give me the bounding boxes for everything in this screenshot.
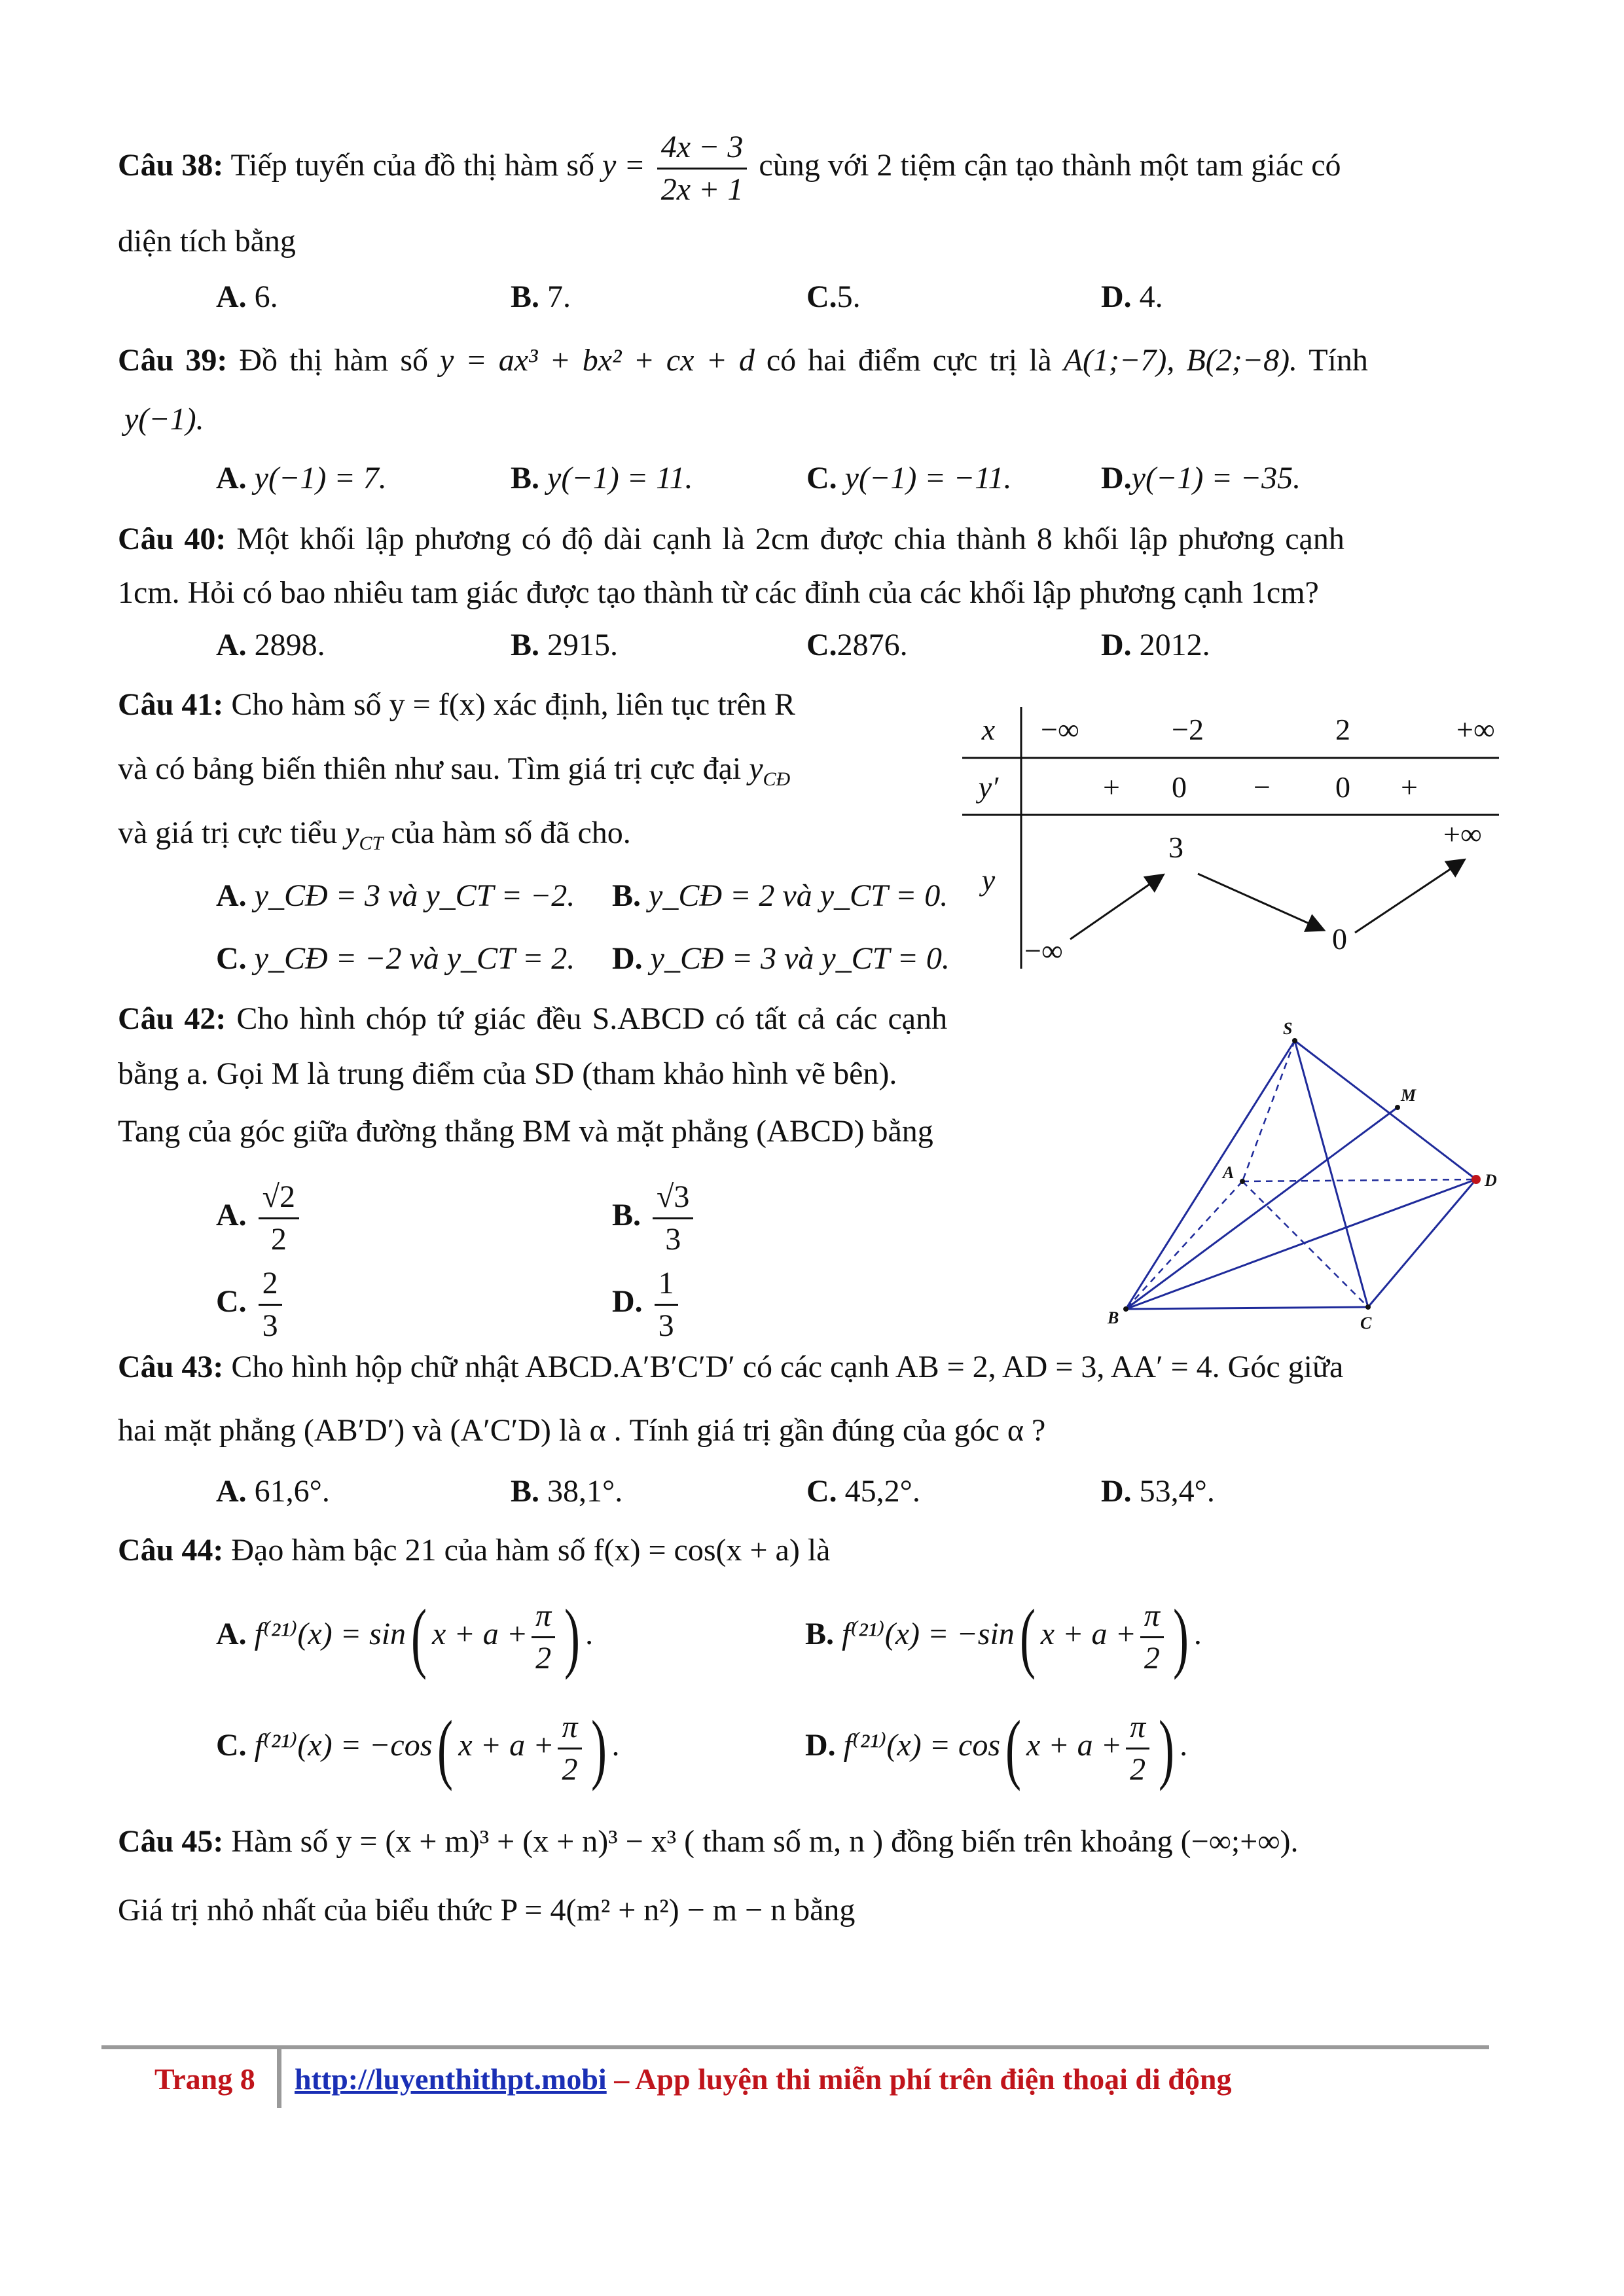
q41-line3: và giá trị cực tiểu $y_{CT}$ của hàm số đã cho. <box>118 816 631 854</box>
q44-line1 <box>118 1532 830 1570</box>
q39-line1 <box>118 342 1368 380</box>
q38-func-num: 4x − 3 <box>657 128 748 170</box>
q40-option-d: D. 2012. <box>1101 628 1210 662</box>
q41-variation-table <box>956 700 1506 975</box>
q42-line1 <box>118 1000 947 1038</box>
footer-rule <box>101 2045 1489 2049</box>
label-M: M <box>1401 1086 1416 1105</box>
point-S <box>1292 1038 1297 1043</box>
q40-line1 <box>118 520 1344 558</box>
q39-text3: Tính <box>1308 343 1368 378</box>
vt-x-3: +∞ <box>1456 713 1495 746</box>
label-C: C <box>1360 1314 1372 1333</box>
vt-yp-1: 0 <box>1172 770 1187 804</box>
q44-text1: Đạo hàm bậc 21 của hàm số f(x) = cos(x + a) là <box>231 1533 831 1568</box>
point-C <box>1365 1304 1371 1310</box>
diagonal-AC <box>1242 1181 1368 1307</box>
vt-yp-3: 0 <box>1335 770 1350 804</box>
footer-link[interactable]: http://luyenthithpt.mobi <box>295 2062 607 2096</box>
q39-text1: Đồ thị hàm số <box>239 343 428 378</box>
label-S: S <box>1283 1021 1293 1038</box>
footer-text: – App luyện thi miễn phí trên điện thoại di động <box>614 2062 1232 2096</box>
q44-option-c: C. f⁽²¹⁾(x) = −cos( x + a + $\frac{\pi}{2}$ ) . <box>216 1704 620 1792</box>
point-B <box>1123 1306 1128 1312</box>
q42-pyramid-figure <box>1100 1021 1519 1342</box>
q39-text4: y(−1). <box>124 402 204 437</box>
q41-text1: Cho hàm số y = f(x) xác định, liên tục trên R <box>231 687 795 722</box>
q39-option-d: D.y(−1) = −35. <box>1101 461 1301 495</box>
q38-text2: cùng với 2 tiệm cận tạo thành một tam giác có <box>759 148 1341 183</box>
q38-func-lhs: y = <box>602 148 645 183</box>
q43-label: Câu 43: <box>118 1350 224 1384</box>
q41-text4: của hàm số đã cho. <box>391 816 631 850</box>
vt-arrow-up-2 <box>1355 861 1463 933</box>
q41-option-d: D. y_CĐ = 3 và y_CT = 0. <box>612 941 950 976</box>
q39-func: y = ax³ + bx² + cx + d <box>440 343 755 378</box>
q45-label: Câu 45: <box>118 1824 224 1859</box>
point-A <box>1240 1179 1245 1184</box>
vt-yp-0: + <box>1103 770 1120 804</box>
q41-label: Câu 41: <box>118 687 224 722</box>
q39-option-b: B. y(−1) = 11. <box>511 461 693 495</box>
q44-label: Câu 44: <box>118 1533 224 1568</box>
vt-arrow-down <box>1198 874 1322 929</box>
q44-option-a: A. f⁽²¹⁾(x) = sin( x + a + $\frac{\pi}{2}$ ) . <box>216 1593 594 1681</box>
vt-y-0: −∞ <box>1024 934 1063 967</box>
q39-text2: có hai điểm cực trị là <box>766 343 1052 378</box>
q40-option-a: A. 2898. <box>216 628 325 662</box>
footer-divider <box>277 2049 281 2108</box>
label-B: B <box>1108 1308 1119 1327</box>
q42-text2: bằng a. Gọi M là trung điểm của SD (tham khảo hình vẽ bên). <box>118 1056 897 1091</box>
edge-SB <box>1126 1041 1295 1309</box>
footer-line <box>295 2062 1231 2096</box>
q41-option-c: C. y_CĐ = −2 và y_CT = 2. <box>216 941 575 976</box>
q38-option-c: C.5. <box>806 279 861 314</box>
q41-line2: và có bảng biến thiên như sau. Tìm giá trị cực đại $y_{CĐ}$ <box>118 751 791 790</box>
q38-label: Câu 38: <box>118 148 224 183</box>
q45-text2: Giá trị nhỏ nhất của biểu thức P = 4(m² + n²) − m − n bằng <box>118 1893 856 1928</box>
vt-y-label: y <box>981 863 996 897</box>
segment-BM <box>1126 1107 1398 1309</box>
q41-option-a: A. y_CĐ = 3 và y_CT = −2. <box>216 878 575 913</box>
vt-x-1: −2 <box>1172 713 1204 746</box>
vt-yp-2: − <box>1254 770 1271 804</box>
point-D <box>1471 1175 1481 1184</box>
edge-AB <box>1126 1181 1242 1309</box>
q42-label: Câu 42: <box>118 1001 226 1036</box>
vt-x-0: −∞ <box>1041 713 1079 746</box>
q42-option-b: B. $\frac{√3}{3}$ <box>612 1178 697 1258</box>
q44-option-b: B. f⁽²¹⁾(x) = −sin( x + a + $\frac{\pi}{2}$ ) . <box>805 1593 1202 1681</box>
q41-option-b: B. y_CĐ = 2 và y_CT = 0. <box>612 878 948 913</box>
vt-x-label: x <box>981 713 996 746</box>
vt-arrow-up-1 <box>1070 876 1162 939</box>
label-A: A <box>1223 1163 1235 1182</box>
q41-text3: và giá trị cực tiểu <box>118 816 338 850</box>
q38-option-d: D. 4. <box>1101 279 1163 314</box>
q38-line1 <box>118 128 1341 208</box>
q38-text3: diện tích bằng <box>118 224 296 259</box>
q39-label: Câu 39: <box>118 343 228 378</box>
q41-yct-sub: CT <box>359 833 384 854</box>
q40-text2: 1cm. Hỏi có bao nhiêu tam giác được tạo thành từ các đỉnh của các khối lập phương cạnh 1cm? <box>118 575 1319 610</box>
q38-text1: Tiếp tuyến của đồ thị hàm số <box>230 148 594 183</box>
q41-line1 <box>118 686 795 724</box>
q43-option-d: D. 53,4°. <box>1101 1474 1215 1509</box>
q38-option-b: B. 7. <box>511 279 571 314</box>
q43-option-a: A. 61,6°. <box>216 1474 330 1509</box>
q45-line1 <box>118 1823 1299 1861</box>
q43-text1: Cho hình hộp chữ nhật ABCD.A′B′C′D′ có các cạnh AB = 2, AD = 3, AA′ = 4. Góc giữa <box>231 1350 1344 1384</box>
q40-option-c: C.2876. <box>806 628 908 662</box>
edge-AD <box>1242 1179 1476 1181</box>
q40-label: Câu 40: <box>118 522 226 556</box>
q43-option-c: C. 45,2°. <box>806 1474 920 1509</box>
vt-yp-label: y′ <box>978 770 999 804</box>
q41-ycd-sub: CĐ <box>763 768 791 790</box>
q41-text2: và có bảng biến thiên như sau. Tìm giá trị cực đại <box>118 751 742 786</box>
q42-option-a: A. $\frac{√2}{2}$ <box>216 1178 303 1258</box>
footer-page: Trang 8 <box>154 2062 255 2096</box>
vt-y-1: 3 <box>1168 831 1183 864</box>
q43-line1 <box>118 1348 1343 1386</box>
q45-text1: Hàm số y = (x + m)³ + (x + n)³ − x³ ( tham số m, n ) đồng biến trên khoảng (−∞;+∞). <box>231 1824 1299 1859</box>
vt-x-2: 2 <box>1335 713 1350 746</box>
q42-text1: Cho hình chóp tứ giác đều S.ABCD có tất cả các cạnh <box>236 1001 948 1036</box>
vt-y-2: 0 <box>1332 922 1347 956</box>
q39-point-b: B(2;−8). <box>1186 343 1298 378</box>
q42-text3: Tang của góc giữa đường thẳng BM và mặt phẳng (ABCD) bằng <box>118 1114 933 1149</box>
q39-point-a: A(1;−7), <box>1063 343 1175 378</box>
edge-SC <box>1295 1041 1368 1307</box>
q39-option-c: C. y(−1) = −11. <box>806 461 1012 495</box>
q38-func-den: 2x + 1 <box>660 171 744 207</box>
q40-text1: Một khối lập phương có độ dài cạnh là 2cm được chia thành 8 khối lập phương cạnh <box>236 522 1344 556</box>
q43-option-b: B. 38,1°. <box>511 1474 623 1509</box>
edge-SD <box>1295 1041 1476 1179</box>
q42-option-d: D. $\frac{1}{3}$ <box>612 1265 682 1344</box>
edge-BC <box>1126 1307 1368 1309</box>
q40-option-b: B. 2915. <box>511 628 619 662</box>
q42-option-c: C. $\frac{2}{3}$ <box>216 1265 286 1344</box>
vt-y-3: +∞ <box>1443 817 1482 851</box>
q44-option-d: D. f⁽²¹⁾(x) = cos( x + a + $\frac{\pi}{2}$ ) . <box>805 1704 1188 1792</box>
vt-yp-4: + <box>1401 770 1418 804</box>
point-M <box>1395 1105 1400 1110</box>
q38-option-a: A. 6. <box>216 279 278 314</box>
q43-text2: hai mặt phẳng (AB′D′) và (A′C′D) là α . Tính giá trị gần đúng của góc α ? <box>118 1413 1046 1448</box>
diagonal-BD <box>1126 1179 1476 1309</box>
label-D: D <box>1485 1171 1497 1190</box>
q39-option-a: A. y(−1) = 7. <box>216 461 387 495</box>
q38-fraction <box>657 128 748 208</box>
